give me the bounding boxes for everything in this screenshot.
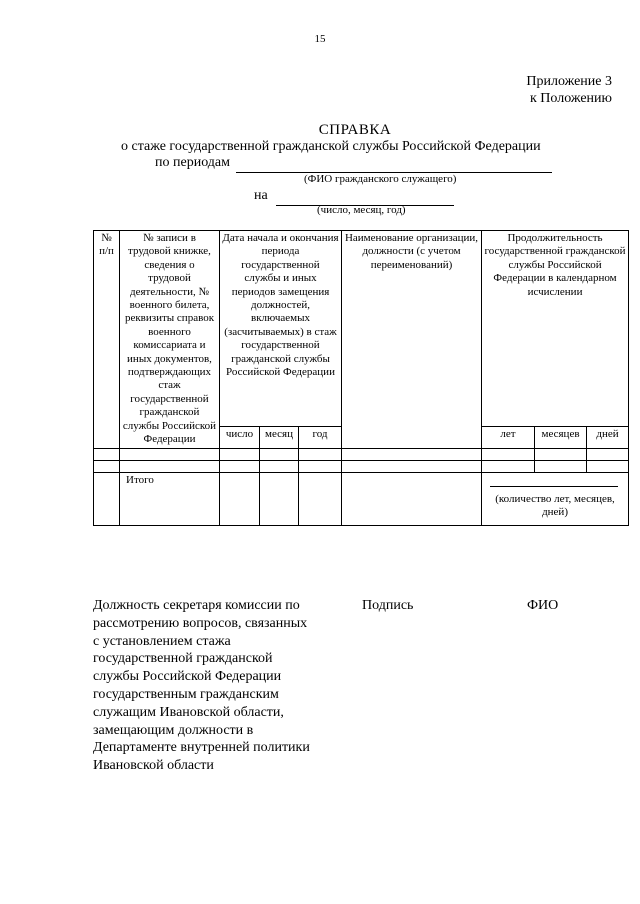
subheader-years: лет (482, 427, 535, 448)
table-row (94, 448, 629, 460)
table-header-row (94, 231, 629, 427)
page-number: 15 (314, 33, 326, 45)
subheader-days: дней (587, 427, 629, 448)
total-label: Итого (120, 472, 220, 525)
header-record: № записи в трудовой книжке, сведения о трудовой деятельности, № военного билета, реквизиты справок военного комиссариата и иных документов, подтверждающих стаж государственной гражданской службы Российской Федерации (120, 231, 220, 449)
subheader-months: месяцев (535, 427, 587, 448)
appendix-line-1: Приложение 3 (526, 74, 612, 89)
total-fill-line (490, 486, 618, 487)
fio-label: ФИО (527, 598, 559, 613)
document-subtitle: о стаже государственной гражданской службы Российской Федерации (121, 139, 541, 154)
date-label: на (254, 188, 268, 203)
total-row (94, 472, 629, 525)
appendix-header (526, 73, 612, 107)
service-record-table (93, 230, 629, 526)
header-organization: Наименование организации, должности (с учетом переименований) (342, 231, 482, 449)
appendix-line-2: к Положению (529, 91, 612, 106)
header-number: № п/п (94, 231, 120, 449)
document-title: СПРАВКА (318, 122, 392, 138)
total-value-cell (482, 472, 629, 525)
header-duration: Продолжительность государственной гражданской службы Российской Федерации в календарном исчислении (482, 231, 629, 427)
fio-caption: (ФИО гражданского служащего) (304, 173, 457, 185)
subheader-day: число (220, 427, 260, 448)
table-row (94, 460, 629, 472)
total-caption: (количество лет, месяцев, дней) (495, 492, 615, 518)
periods-label: по периодам (155, 155, 230, 170)
secretary-position: Должность секретаря комиссии по рассмотрению вопросов, связанных с установлением стажа государственной гражданской службы Российской Федерации государственным гражданским служащим Ивановской области, замещающим должности в Департаменте внутренней политики Ивановской области (93, 598, 310, 774)
date-caption: (число, месяц, год) (317, 204, 406, 216)
signature-label: Подпись (362, 598, 414, 613)
subheader-month: месяц (260, 427, 299, 448)
header-period: Дата начала и окончания периода государственной службы и иных периодов замещения должностей, включаемых (засчитываемых) в стаж государственной гражданской службы Российской Федерации (220, 231, 342, 427)
subheader-year: год (299, 427, 342, 448)
